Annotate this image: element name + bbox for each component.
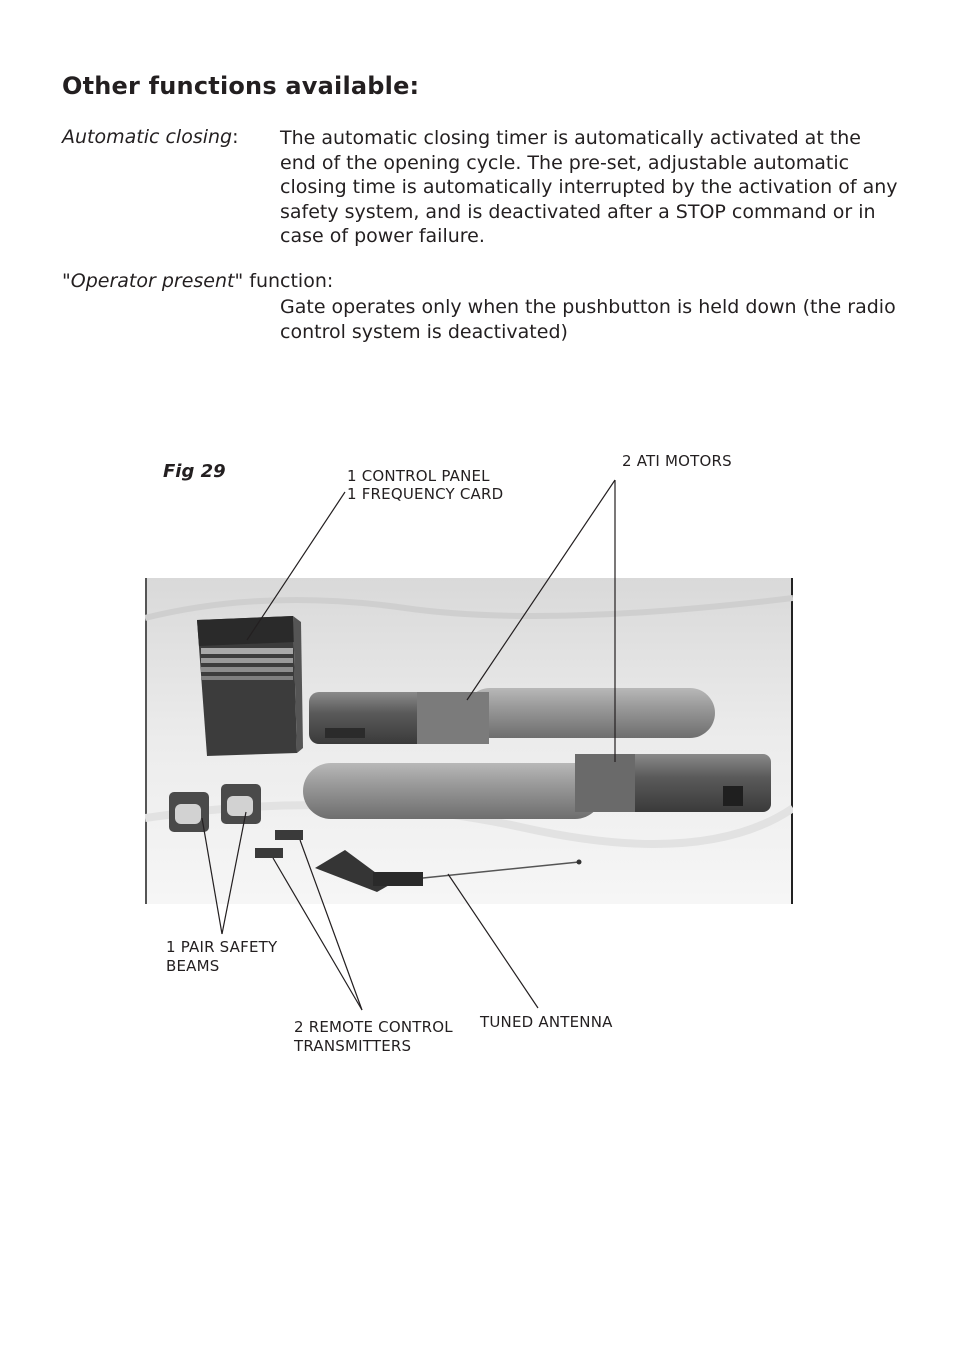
label-frequency-card: 1 FREQUENCY CARD — [347, 485, 504, 503]
label-control-panel: 1 CONTROL PANEL — [347, 467, 490, 485]
term-suffix: function: — [243, 270, 334, 292]
function-description-automatic-closing: The automatic closing timer is automatically activated at the end of the opening cycle. The pre-set, adjustable automatic closing time is automatically interrupted by the activation of any safety system, and is deactivated after a STOP command or in case of power failure. — [280, 127, 898, 247]
motor-front — [303, 754, 771, 819]
control-panel-box — [197, 616, 303, 756]
figure-caption: Fig 29 — [163, 461, 226, 482]
term-text: Automatic closing — [62, 126, 233, 148]
term-text: "Operator present" — [62, 270, 244, 292]
term-suffix: : — [232, 126, 239, 148]
product-photo — [145, 578, 793, 904]
page-heading: Other functions available: — [62, 72, 420, 100]
label-transmitters-line1: 2 REMOTE CONTROL — [294, 1018, 453, 1036]
label-safety-beams-line2: BEAMS — [166, 957, 220, 975]
motor-back — [309, 688, 715, 744]
function-term-automatic-closing — [62, 126, 239, 148]
label-transmitters-line2: TRANSMITTERS — [294, 1037, 412, 1055]
function-term-operator-present — [62, 270, 333, 292]
label-safety-beams-line1: 1 PAIR SAFETY — [166, 938, 278, 956]
function-description-operator-present: Gate operates only when the pushbutton is held down (the radio control system is deactivated) — [280, 296, 896, 343]
label-antenna: TUNED ANTENNA — [480, 1013, 613, 1031]
label-motors: 2 ATI MOTORS — [622, 452, 732, 470]
